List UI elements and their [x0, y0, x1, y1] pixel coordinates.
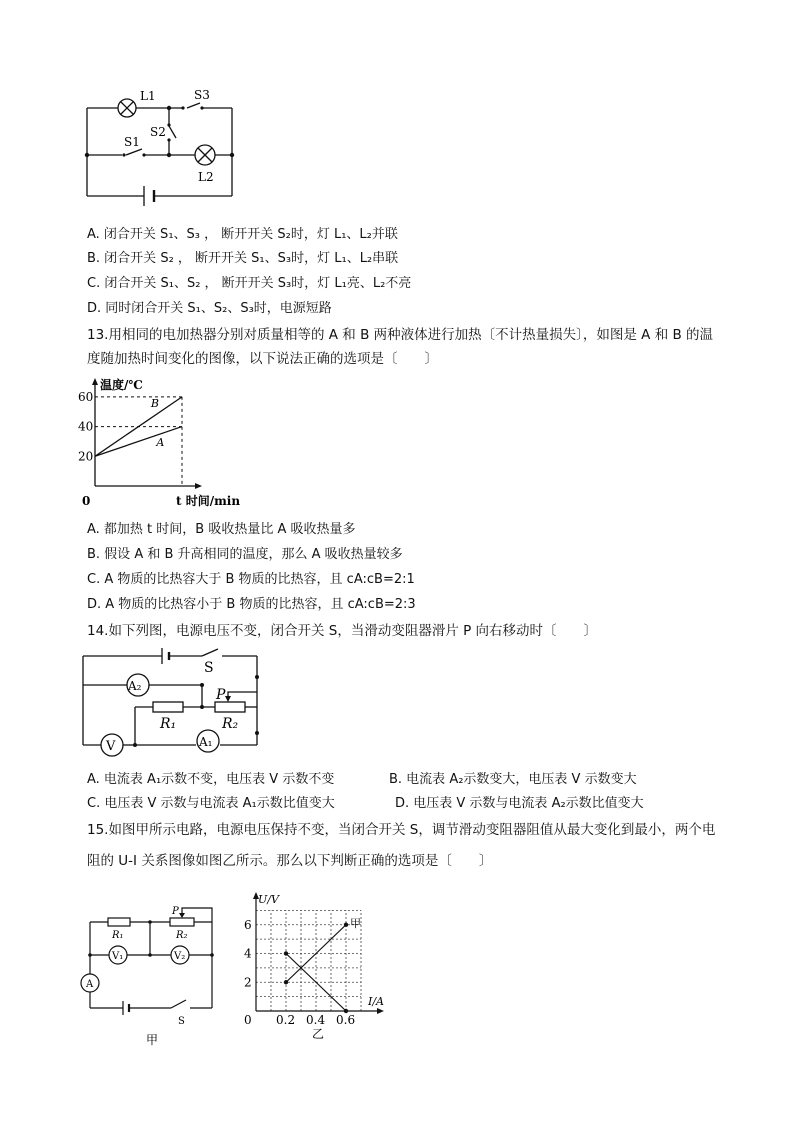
q13-option-a[interactable]: A. 都加热 t 时间，B 吸收热量比 A 吸收热量多 — [87, 522, 356, 537]
q15-stem-line2: 阻的 U-I 关系图像如图乙所示。那么以下判断正确的选项是〔 〕 — [87, 853, 493, 869]
q15-label-v2: V₂ — [174, 951, 186, 962]
q13-stem-line2: 度随加热时间变化的图像，以下说法正确的选项是〔 〕 — [87, 351, 438, 367]
q15-label-r1: R₁ — [112, 930, 124, 941]
q13-ytick-20: 20 — [78, 449, 94, 464]
q13-series-line-a — [95, 427, 182, 457]
q12-label-s1: S1 — [124, 135, 140, 149]
q13-ytick-60: 60 — [78, 389, 94, 404]
q15-label-r2: R₂ — [176, 930, 188, 941]
q15-label-p: P — [172, 906, 179, 917]
q13-y-arrow — [92, 378, 98, 385]
q12-circuit-figure — [80, 84, 250, 214]
q15-label-v1: V₁ — [112, 951, 124, 962]
q14-label-a1: A₁ — [199, 735, 213, 749]
q15-circuit-figure-jia — [76, 900, 226, 1050]
q12-option-a[interactable]: A. 闭合开关 S₁、S₃ ， 断开开关 S₂时，灯 L₁、L₂并联 — [87, 227, 398, 242]
q15-label-s: S — [178, 1016, 185, 1027]
q15-caption-yi: 乙 — [312, 1027, 325, 1041]
q14-option-d[interactable]: D. 电压表 V 示数与电流表 A₂示数比值变大 — [395, 796, 644, 811]
q12-option-b[interactable]: B. 闭合开关 S₂ ， 断开开关 S₁、S₃时，灯 L₁、L₂串联 — [87, 251, 399, 266]
q14-label-r1: R₁ — [160, 716, 177, 732]
q15-stem-line1: 15.如图甲所示电路，电源电压保持不变，当闭合开关 S，调节滑动变阻器阻值从最大变化到最小，两个电 — [87, 822, 716, 838]
q14-option-a[interactable]: A. 电流表 A₁示数不变，电压表 V 示数不变 — [87, 772, 335, 787]
q14-stem: 14.如下列图，电源电压不变，闭合开关 S，当滑动变阻器滑片 P 向右移动时〔 〕 — [87, 623, 598, 639]
q15-ui-chart-yi — [244, 892, 394, 1047]
q15-xtick-0.6: 0.6 — [336, 1013, 356, 1027]
q15-label-a: A — [86, 979, 94, 990]
q14-label-a2: A₂ — [128, 679, 142, 693]
q12-label-s3: S3 — [194, 88, 210, 102]
q12-label-l1: L1 — [140, 89, 156, 103]
q15-x-axis-label: I/A — [368, 995, 384, 1008]
q13-temperature-chart — [78, 376, 258, 511]
q15-xtick-0.4: 0.4 — [306, 1013, 326, 1027]
q14-label-r2: R₂ — [222, 716, 239, 732]
q12-option-c[interactable]: C. 闭合开关 S₁、S₂ ， 断开开关 S₃时，灯 L₁亮、L₂不亮 — [87, 276, 412, 291]
q14-label-v: V — [106, 739, 116, 754]
q15-y-axis-label: U/V — [258, 893, 279, 906]
q15-point — [284, 980, 288, 984]
q13-option-d[interactable]: D. A 物质的比热容小于 B 物质的比热容，且 cA:cB=2:3 — [87, 597, 416, 612]
q15-x-arrow — [377, 1008, 384, 1014]
q15-point — [344, 923, 348, 927]
q15-annotation-jia: 甲 — [350, 916, 361, 930]
q13-option-b[interactable]: B. 假设 A 和 B 升高相同的温度，那么 A 吸收热量较多 — [87, 547, 403, 562]
q14-circuit-figure — [78, 646, 268, 766]
q14-label-p: P — [216, 687, 226, 703]
q12-label-l2: L2 — [198, 170, 214, 184]
q15-point — [284, 951, 288, 955]
q15-caption-jia: 甲 — [146, 1033, 159, 1047]
q13-x-arrow — [195, 483, 202, 489]
q13-option-c[interactable]: C. A 物质的比热容大于 B 物质的比热容，且 cA:cB=2:1 — [87, 572, 415, 587]
q13-ytick-40: 40 — [78, 419, 94, 434]
q13-y-axis-label: 温度/℃ — [100, 378, 143, 392]
q14-option-c[interactable]: C. 电压表 V 示数与电流表 A₁示数比值变大 — [87, 796, 335, 811]
q13-series-label-a: A — [156, 435, 165, 449]
q13-series-label-b: B — [150, 396, 159, 410]
q15-ytick-2: 2 — [244, 975, 252, 990]
q15-xtick-0.2: 0.2 — [276, 1013, 296, 1027]
q14-label-s: S — [204, 660, 214, 676]
q14-option-b[interactable]: B. 电流表 A₂示数变大，电压表 V 示数变大 — [389, 772, 637, 787]
q13-stem-line1: 13.用相同的电加热器分别对质量相等的 A 和 B 两种液体进行加热〔不计热量损失〕，如图是 A 和 B 的温 — [87, 327, 714, 343]
q15-ytick-4: 4 — [244, 946, 252, 961]
q13-x-axis-label: t 时间/min — [176, 494, 241, 508]
q15-ytick-6: 6 — [244, 917, 252, 932]
q12-label-s2: S2 — [150, 125, 166, 139]
q13-origin-label: 0 — [82, 494, 91, 508]
q12-option-d[interactable]: D. 同时闭合开关 S₁、S₂、S₃时，电源短路 — [87, 301, 332, 316]
q15-xtick-0: 0 — [244, 1013, 252, 1027]
